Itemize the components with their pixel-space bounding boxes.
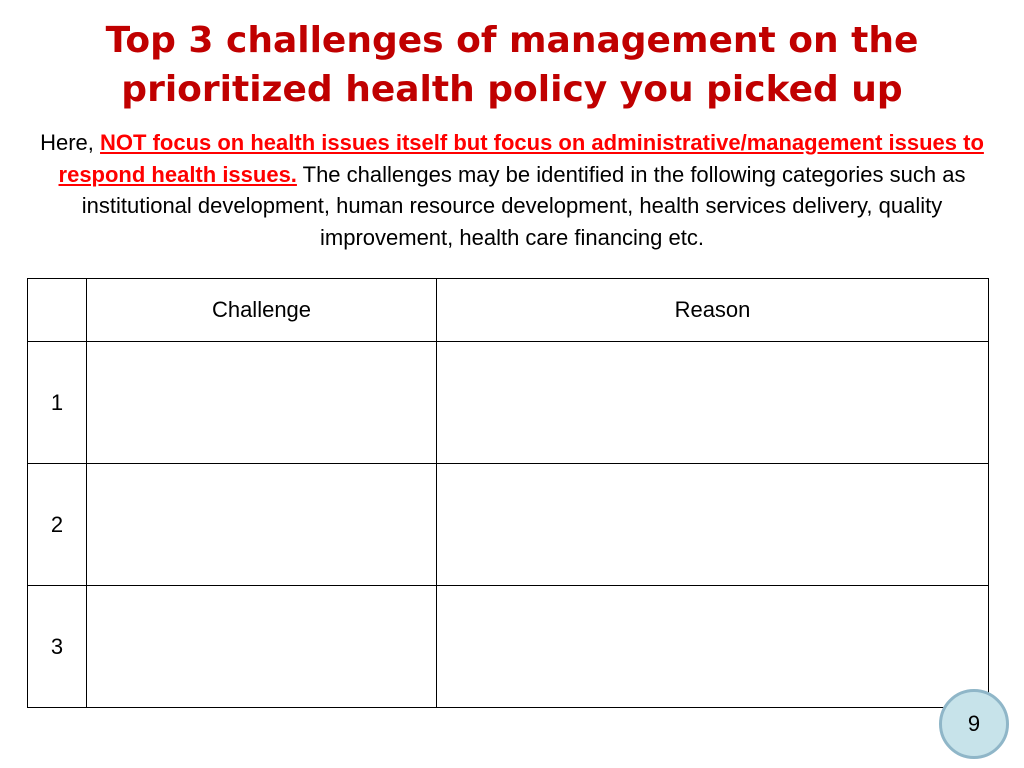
row-number-cell: 1 (28, 342, 87, 464)
header-cell-number (28, 279, 87, 342)
slide-title (0, 16, 1024, 114)
page-number-badge (939, 689, 1009, 759)
challenges-table (27, 278, 989, 708)
header-cell-reason: Reason (437, 279, 989, 342)
slide-title-line-1: Top 3 challenges of management on the (105, 20, 919, 61)
challenge-cell[interactable] (87, 464, 437, 586)
page-number: 9 (967, 711, 981, 736)
slide-title-line-2: prioritized health policy you picked up (121, 69, 903, 110)
table-row (28, 464, 989, 586)
table-row (28, 342, 989, 464)
row-number-cell: 2 (28, 464, 87, 586)
table-header-row (28, 279, 989, 342)
reason-cell[interactable] (437, 342, 989, 464)
instruction-lead: Here, (40, 130, 101, 155)
reason-cell[interactable] (437, 586, 989, 708)
instruction-emphasis: NOT focus on health issues itself but focus on administrative/management issues to respond health issues. (58, 130, 984, 187)
header-cell-challenge: Challenge (87, 279, 437, 342)
instruction-text (18, 127, 1006, 253)
instruction-rest: The challenges may be identified in the following categories such as institutional development, human resource development, health services delivery, quality improvement, health care financing etc. (81, 161, 966, 250)
challenge-cell[interactable] (87, 342, 437, 464)
challenge-cell[interactable] (87, 586, 437, 708)
reason-cell[interactable] (437, 464, 989, 586)
table-row (28, 586, 989, 708)
row-number-cell: 3 (28, 586, 87, 708)
